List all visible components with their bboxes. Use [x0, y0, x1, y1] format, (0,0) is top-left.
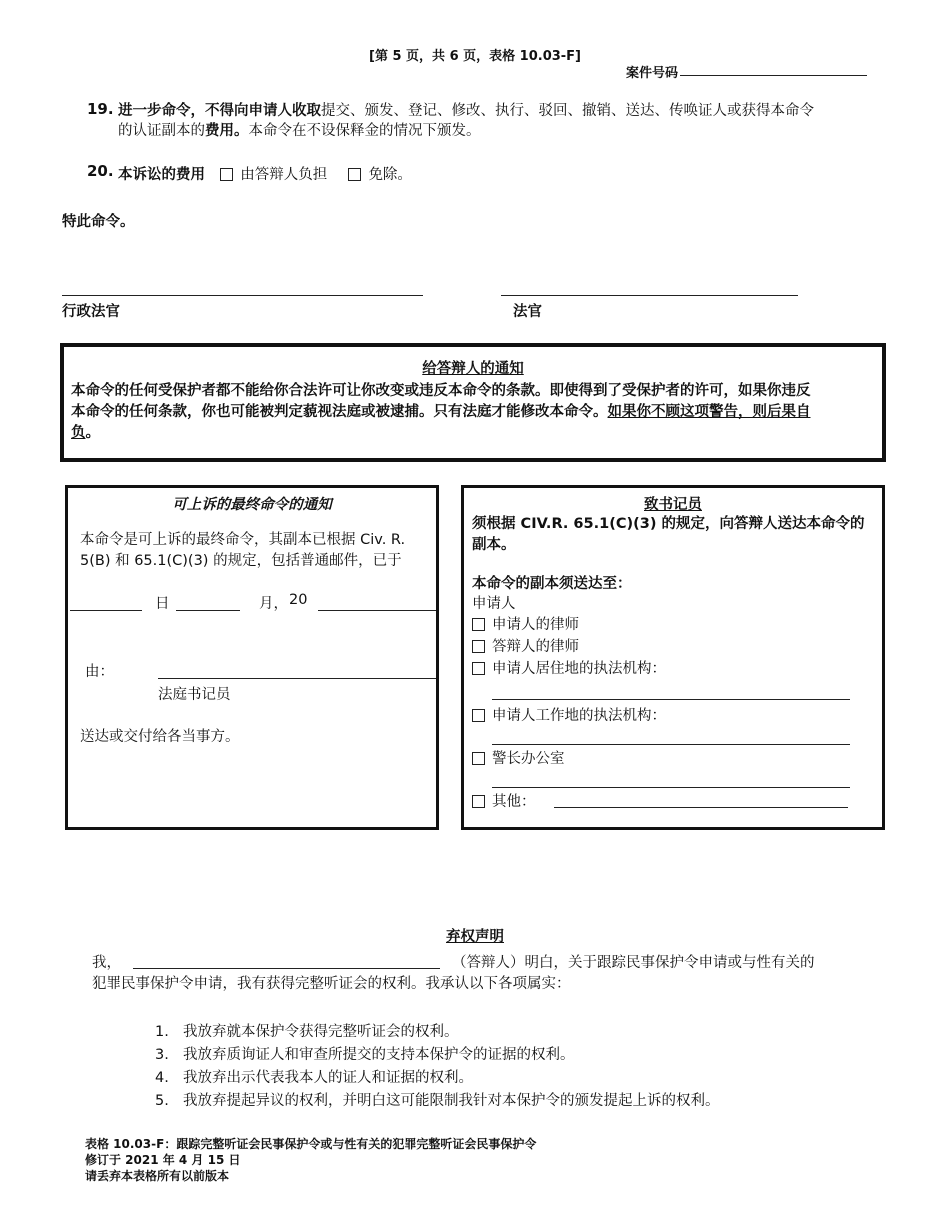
- footer-form-title: 表格 10.03-F：跟踪完整听证会民事保护令或与性有关的犯罪完整听证会民事保护令: [85, 1137, 537, 1151]
- footer: [85, 1136, 536, 1184]
- waiver-respondent-text: （答辩人）明白，关于跟踪民事保护令申请或与性有关的: [452, 955, 815, 971]
- notice-line2a: 本命令的任何条款，你也可能被判定藐视法庭或被逮捕。只有法庭才能修改本命令。: [71, 404, 608, 420]
- appeal-notice-box: [65, 485, 439, 830]
- appeal-line1: 本命令是可上诉的最终命令，其副本已根据 Civ. R.: [80, 532, 406, 548]
- copy-option-row: [472, 790, 536, 811]
- item-19-regular: 提交、颁发、登记、修改、执行、驳回、撤销、送达、传唤证人或获得本命令: [321, 103, 814, 119]
- waiver-item: [155, 1090, 720, 1113]
- notice-line3-end: 。: [85, 425, 100, 441]
- notice-line3b: 负: [71, 425, 86, 441]
- clerk-title: 致书记员: [644, 497, 702, 513]
- waiver-item-text: 我放弃提起异议的权利，并明白这可能限制我针对本保护令的颁发提起上诉的权利。: [183, 1093, 720, 1109]
- waiver-list: [155, 1021, 720, 1113]
- appeal-year-label: 20: [289, 592, 308, 608]
- case-number-label: 案件号码: [626, 66, 679, 81]
- notice-body: [71, 381, 881, 444]
- clerk-line1: 须根据 CIV.R. 65.1(C)(3) 的规定，向答辩人送达本命令的: [472, 516, 865, 532]
- waiver-item-text: 我放弃出示代表我本人的证人和证据的权利。: [183, 1070, 473, 1086]
- respondent-name-field[interactable]: [133, 968, 440, 969]
- petitioner-attorney-checkbox[interactable]: [472, 618, 485, 631]
- waiver-i: 我，: [92, 955, 121, 971]
- item-20-row: [118, 163, 412, 184]
- copy-option-label: 申请人工作地的执法机构：: [492, 708, 666, 724]
- judge-label: 法官: [513, 304, 542, 320]
- item-19-fee: 费用。: [205, 123, 249, 139]
- copy-option-row: [472, 747, 565, 768]
- copy-option-label: 其他：: [492, 794, 536, 810]
- appeal-served: 送达或交付给各当事方。: [80, 729, 240, 745]
- other-field[interactable]: [554, 807, 848, 808]
- clerk-signature-line[interactable]: [158, 678, 436, 679]
- waiver-item-number: 4.: [155, 1070, 169, 1086]
- notice-line1: 本命令的任何受保护者都不能给你合法许可让你改变或违反本命令的条款。即使得到了受保护者的许可，如果你违反: [71, 383, 811, 399]
- magistrate-label: 行政法官: [62, 304, 120, 320]
- waiver-title: 弃权声明: [446, 929, 504, 945]
- sheriff-field[interactable]: [492, 787, 850, 788]
- item-20-label: 本诉讼的费用: [118, 167, 205, 183]
- clerk-label: 法庭书记员: [158, 687, 231, 703]
- waiver-item-number: 1.: [155, 1024, 169, 1040]
- costs-waived-label: 免除。: [368, 167, 412, 183]
- petitioner-label: 申请人: [472, 596, 516, 612]
- copy-option-row: [472, 635, 579, 656]
- footer-revision: 修订于 2021 年 4 月 15 日: [85, 1153, 241, 1167]
- footer-discard: 请丢弃本表格所有以前版本: [85, 1169, 230, 1183]
- item-19-line2-end: 本命令在不设保释金的情况下颁发。: [248, 123, 481, 139]
- appeal-body: [80, 530, 430, 572]
- magistrate-signature-line[interactable]: [62, 295, 423, 296]
- copy-option-row: [472, 613, 579, 634]
- other-checkbox[interactable]: [472, 795, 485, 808]
- appeal-day-label: 日: [155, 596, 170, 612]
- item-20-number: 20.: [87, 162, 114, 180]
- sheriff-office-checkbox[interactable]: [472, 752, 485, 765]
- waiver-item: [155, 1067, 720, 1090]
- costs-respondent-label: 由答辩人负担: [240, 167, 328, 183]
- case-number-field[interactable]: [680, 75, 867, 76]
- item-19-bold: 进一步命令，不得向申请人收取: [118, 103, 321, 119]
- notice-line2b: 如果你不顾这项警告，则后果自: [607, 404, 811, 420]
- item-19-line2: 的认证副本的: [118, 123, 205, 139]
- clerk-line2: 副本。: [472, 537, 516, 553]
- costs-respondent-checkbox[interactable]: [220, 168, 233, 181]
- copy-option-label: 申请人居住地的执法机构：: [492, 661, 666, 677]
- costs-waived-checkbox[interactable]: [348, 168, 361, 181]
- appeal-year-field[interactable]: [318, 610, 436, 611]
- waiver-item-text: 我放弃就本保护令获得完整听证会的权利。: [183, 1024, 459, 1040]
- notice-to-respondent-box: [60, 343, 886, 462]
- residence-agency-field[interactable]: [492, 699, 850, 700]
- waiver-line2: 犯罪民事保护令申请，我有获得完整听证会的权利。我承认以下各项属实：: [92, 976, 571, 992]
- copies-to-label: 本命令的副本须送达至：: [472, 576, 632, 592]
- appeal-by-label: 由：: [85, 664, 114, 680]
- appeal-day-field[interactable]: [70, 610, 142, 611]
- copy-option-label: 警长办公室: [492, 751, 565, 767]
- appeal-month-label: 月，: [259, 596, 288, 612]
- residence-law-enforcement-checkbox[interactable]: [472, 662, 485, 675]
- copy-option-row: [472, 704, 666, 725]
- appeal-month-field[interactable]: [176, 610, 240, 611]
- so-ordered: 特此命令。: [62, 214, 135, 230]
- copy-option-label: 申请人的律师: [492, 617, 579, 633]
- page-info: [第 5 页，共 6 页，表格 10.03-F]: [369, 49, 581, 64]
- waiver-item: [155, 1021, 720, 1044]
- item-19-text: [118, 101, 878, 141]
- waiver-item-number: 3.: [155, 1047, 169, 1063]
- waiver-item-number: 5.: [155, 1093, 169, 1109]
- work-law-enforcement-checkbox[interactable]: [472, 709, 485, 722]
- clerk-instructions: [472, 514, 877, 556]
- respondent-attorney-checkbox[interactable]: [472, 640, 485, 653]
- appeal-line2: 5(B) 和 65.1(C)(3) 的规定，包括普通邮件，已于: [80, 553, 402, 569]
- waiver-item: [155, 1044, 720, 1067]
- judge-signature-line[interactable]: [501, 295, 798, 296]
- copy-option-row: [472, 657, 666, 678]
- copy-option-label: 答辩人的律师: [492, 639, 579, 655]
- item-19-number: 19.: [87, 100, 114, 118]
- waiver-item-text: 我放弃质询证人和审查所提交的支持本保护令的证据的权利。: [183, 1047, 575, 1063]
- work-agency-field[interactable]: [492, 744, 850, 745]
- notice-title: 给答辩人的通知: [422, 361, 524, 377]
- to-clerk-box: [461, 485, 885, 830]
- appeal-title: 可上诉的最终命令的通知: [172, 497, 332, 513]
